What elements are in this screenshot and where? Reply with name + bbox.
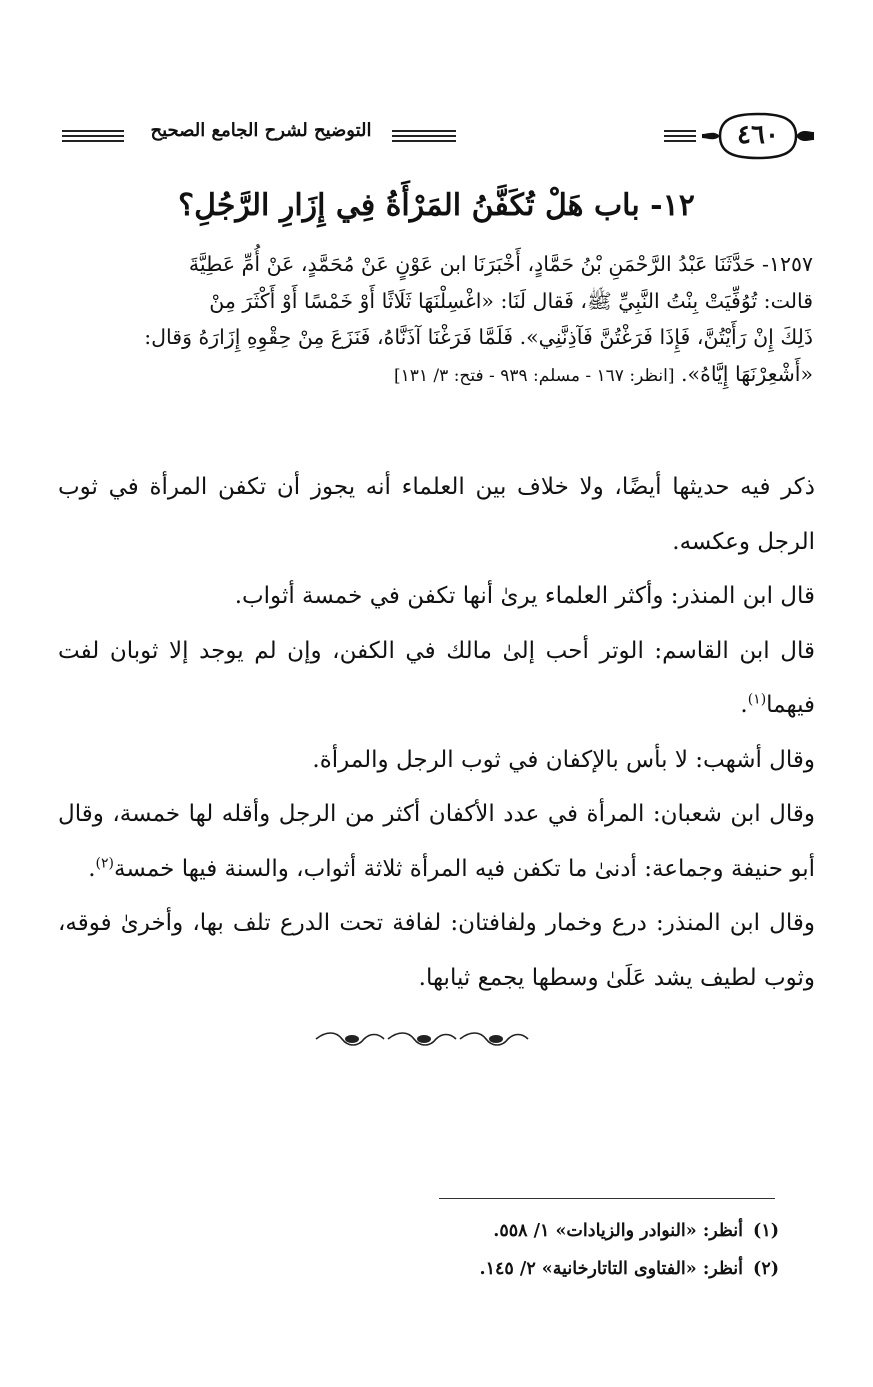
footnote-number: (١) (753, 1221, 779, 1241)
commentary-paragraph: ذكر فيه حديثها أيضًا، ولا خلاف بين العلماء أنه يجوز أن تكفن المرأة في ثوب الرجل وعكسه. (58, 474, 815, 555)
header-rule (392, 130, 456, 132)
header-rule (62, 135, 124, 137)
hadith-closing-text: «أَشْعِرْنَهَا إِيَّاهُ». (681, 361, 813, 386)
hadith-text (58, 246, 813, 394)
footnotes (79, 1212, 779, 1288)
paragraph-text: قال ابن القاسم: الوتر أحب إلىٰ مالك في الكفن، وإن لم يوجد إلا ثوبان لفت فيهما (58, 637, 815, 718)
commentary-paragraph (58, 787, 815, 896)
header-rule (392, 140, 456, 142)
footnote-marker: (١) (747, 691, 767, 708)
hadith-line: قالت: تُوُفِّيَتْ بِنْتُ النَّبِيِّ ﷺ، فَقال لَنَا: «اغْسِلْنَهَا ثَلَاثًا أَوْ خَمْسًا أَوْ أَكْثَرَ مِنْ (209, 288, 813, 313)
commentary (58, 460, 815, 1005)
header-rule (392, 135, 456, 137)
footnote (79, 1212, 779, 1250)
header-rule (62, 130, 124, 132)
running-header (62, 108, 814, 164)
paragraph-end: . (740, 692, 748, 718)
header-rule (664, 130, 696, 132)
running-title: التوضيح لشرح الجامع الصحيح (150, 120, 372, 141)
hadith-reference: [انظر: ١٦٧ - مسلم: ٩٣٩ - فتح: ٣/ ١٣١] (393, 365, 675, 386)
commentary-paragraph (58, 624, 815, 733)
header-rule (664, 135, 696, 137)
header-rule (62, 140, 124, 142)
paragraph-text: وقال ابن شعبان: المرأة في عدد الأكفان أكثر من الرجل وأقله لها خمسة، وقال أبو حنيفة وجماعة: أدنىٰ ما تكفن فيه المرأة ثلاثة أثواب، والسنة فيها خمسة (58, 801, 815, 882)
chapter-heading: ١٢- باب هَلْ تُكَفَّنُ المَرْأَةُ فِي إِزَارِ الرَّجُلِ؟ (178, 188, 695, 223)
footnote-separator (439, 1198, 775, 1199)
hadith-line: ذَلِكَ إِنْ رَأَيْتُنَّ، فَإِذَا فَرَغْتُنَّ فَآذِنَّنِي». فَلَمَّا فَرَغْنَا آذَنَّاهُ، فَنَزَعَ مِنْ حِقْوِهِ إِزَارَهُ وَقال: (144, 325, 813, 350)
footnote-text: أنظر: «النوادر والزيادات» ١/ ٥٥٨. (493, 1221, 744, 1241)
footnote-marker: (٢) (95, 854, 115, 871)
paragraph-end: . (88, 855, 96, 882)
commentary-paragraph: وقال أشهب: لا بأس بالإكفان في ثوب الرجل والمرأة. (312, 746, 815, 773)
footnote-number: (٢) (753, 1259, 779, 1279)
ornament-divider-icon (312, 1028, 532, 1050)
footnote-text: أنظر: «الفتاوى التاتارخانية» ٢/ ١٤٥. (479, 1259, 744, 1279)
page-number-badge (702, 110, 814, 162)
header-rule (664, 140, 696, 142)
page-number: ٤٦٠ (737, 120, 779, 150)
commentary-paragraph: وقال ابن المنذر: درع وخمار ولفافتان: لفافة تحت الدرع تلف بها، وأخرىٰ فوقه، وثوب لطيف يشد عَلَىٰ وسطها يجمع ثيابها. (58, 910, 815, 991)
commentary-paragraph: قال ابن المنذر: وأكثر العلماء يرىٰ أنها تكفن في خمسة أثواب. (234, 583, 815, 609)
hadith-line (58, 356, 813, 395)
hadith-line: ١٢٥٧- حَدَّثَنَا عَبْدُ الرَّحْمَنِ بْنُ حَمَّادٍ، أَخْبَرَنَا ابن عَوْنٍ عَنْ مُحَمَّدٍ، عَنْ أُمِّ عَطِيَّةَ (188, 252, 813, 276)
footnote (79, 1250, 779, 1288)
